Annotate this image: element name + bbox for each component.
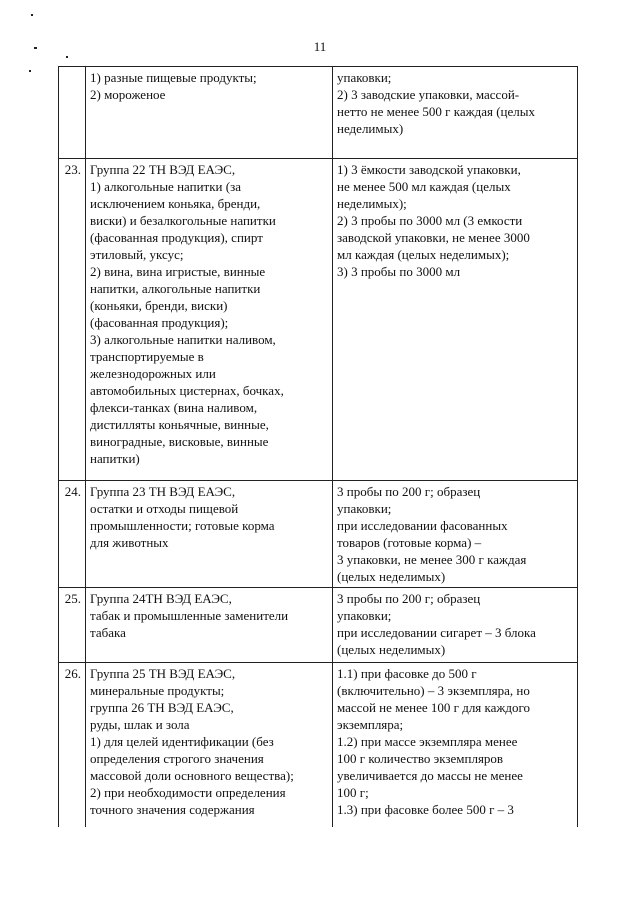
- text-line: 1) алкогольные напитки (за: [90, 179, 241, 194]
- text-line: виски) и безалкогольные напитки: [90, 213, 276, 228]
- text-line: Группа 24ТН ВЭД ЕАЭС,: [90, 591, 232, 606]
- text-line: нетто не менее 500 г каждая (целых: [337, 104, 535, 119]
- sample-cell: [333, 663, 578, 828]
- text-line: 100 г;: [337, 785, 369, 800]
- text-line: Группа 23 ТН ВЭД ЕАЭС,: [90, 484, 236, 499]
- text-line: 2) 3 заводские упаковки, массой-: [337, 87, 520, 102]
- text-line: (целых неделимых): [337, 569, 446, 584]
- scan-speck: [66, 56, 68, 58]
- text-line: 3 упаковки, не менее 300 г каждая: [337, 552, 527, 567]
- text-line: 3 пробы по 200 г; образец: [337, 591, 481, 606]
- text-line: (включительно) – 3 экземпляра, но: [337, 683, 530, 698]
- text-line: массовой доли основного вещества);: [90, 768, 294, 783]
- text-line: 1) разные пищевые продукты;: [90, 70, 257, 85]
- sample-cell: [333, 588, 578, 663]
- text-line: товаров (готовые корма) –: [337, 535, 482, 550]
- text-line: мл каждая (целых неделимых);: [337, 247, 510, 262]
- text-line: группа 26 ТН ВЭД ЕАЭС,: [90, 700, 234, 715]
- text-line: 2) 3 пробы по 3000 мл (3 емкости: [337, 213, 523, 228]
- text-line: 100 г количество экземпляров: [337, 751, 504, 766]
- text-line: автомобильных цистернах, бочках,: [90, 383, 284, 398]
- text-line: упаковки;: [337, 501, 392, 516]
- text-line: виноградные, висковые, винные: [90, 434, 269, 449]
- text-line: при исследовании сигарет – 3 блока: [337, 625, 536, 640]
- product-cell: [86, 67, 333, 159]
- text-line: этиловый, уксус;: [90, 247, 184, 262]
- text-line: флекси-танках (вина наливом,: [90, 400, 258, 415]
- row-number: 24.: [59, 481, 86, 588]
- row-number: [59, 67, 86, 159]
- text-line: Группа 25 ТН ВЭД ЕАЭС,: [90, 666, 236, 681]
- text-line: упаковки;: [337, 608, 392, 623]
- text-line: железнодорожных или: [90, 366, 216, 381]
- text-line: 3) алкогольные напитки наливом,: [90, 332, 276, 347]
- row-number: 25.: [59, 588, 86, 663]
- text-line: дистилляты коньячные, винные,: [90, 417, 269, 432]
- text-line: увеличивается до массы не менее: [337, 768, 523, 783]
- text-line: (коньяки, бренди, виски): [90, 298, 228, 313]
- text-line: напитки): [90, 451, 140, 466]
- product-cell: [86, 159, 333, 481]
- text-line: при исследовании фасованных: [337, 518, 508, 533]
- row-number: 23.: [59, 159, 86, 481]
- text-line: (фасованная продукция);: [90, 315, 229, 330]
- page-number: 11: [313, 39, 327, 54]
- text-line: табака: [90, 625, 126, 640]
- text-line: не менее 500 мл каждая (целых: [337, 179, 511, 194]
- scan-speck: [31, 14, 33, 16]
- text-line: минеральные продукты;: [90, 683, 225, 698]
- text-line: руды, шлак и зола: [90, 717, 190, 732]
- text-line: табак и промышленные заменители: [90, 608, 289, 623]
- text-line: 2) мороженое: [90, 87, 166, 102]
- text-line: исключением коньяка, бренди,: [90, 196, 261, 211]
- text-line: массой не менее 100 г для каждого: [337, 700, 531, 715]
- text-line: транспортируемые в: [90, 349, 204, 364]
- text-line: неделимых): [337, 121, 404, 136]
- text-line: напитки, алкогольные напитки: [90, 281, 261, 296]
- text-line: 2) вина, вина игристые, винные: [90, 264, 266, 279]
- sample-cell: [333, 67, 578, 159]
- text-line: 2) при необходимости определения: [90, 785, 286, 800]
- table-row: [59, 588, 578, 663]
- text-line: экземпляра;: [337, 717, 404, 732]
- sampling-table: [58, 66, 578, 827]
- text-line: упаковки;: [337, 70, 392, 85]
- text-line: 3 пробы по 200 г; образец: [337, 484, 481, 499]
- text-line: точного значения содержания: [90, 802, 255, 817]
- text-line: заводской упаковки, не менее 3000: [337, 230, 530, 245]
- table-row: [59, 159, 578, 481]
- text-line: 1.3) при фасовке более 500 г – 3: [337, 802, 514, 817]
- text-line: определения строгого значения: [90, 751, 264, 766]
- sample-cell: [333, 159, 578, 481]
- sample-cell: [333, 481, 578, 588]
- text-line: 1.1) при фасовке до 500 г: [337, 666, 477, 681]
- text-line: (целых неделимых): [337, 642, 446, 657]
- text-line: Группа 22 ТН ВЭД ЕАЭС,: [90, 162, 236, 177]
- text-line: остатки и отходы пищевой: [90, 501, 239, 516]
- product-cell: [86, 663, 333, 828]
- text-line: неделимых);: [337, 196, 407, 211]
- scan-speck: [29, 70, 31, 72]
- product-cell: [86, 588, 333, 663]
- table-row: [59, 663, 578, 828]
- text-line: 3) 3 пробы по 3000 мл: [337, 264, 461, 279]
- text-line: для животных: [90, 535, 169, 550]
- table-row-continued: [59, 67, 578, 159]
- text-line: 1) для целей идентификации (без: [90, 734, 274, 749]
- text-line: 1.2) при массе экземпляра менее: [337, 734, 518, 749]
- product-cell: [86, 481, 333, 588]
- row-number: 26.: [59, 663, 86, 828]
- text-line: (фасованная продукция), спирт: [90, 230, 263, 245]
- table-row: [59, 481, 578, 588]
- text-line: 1) 3 ёмкости заводской упаковки,: [337, 162, 521, 177]
- text-line: промышленности; готовые корма: [90, 518, 275, 533]
